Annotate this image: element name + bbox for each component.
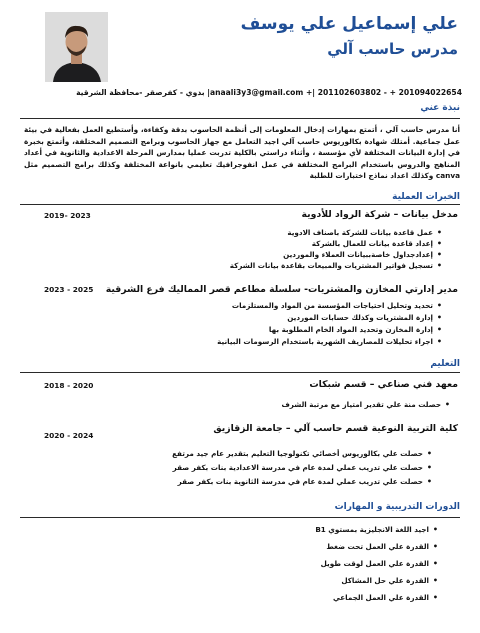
list-item: • القدرة علي حل المشاكل [315,576,438,585]
list-item: • إدارة المشتريات وكذلك حسابات الموردين [217,313,442,322]
profile-photo [45,12,108,82]
list-item: • تحديد وتحليل احتياجات المؤسسة من المواد والمستلزمات [217,301,442,310]
experience-heading: الخبرات العملية [392,192,460,202]
education-title-2: كلية التربية النوعية قسم حاسب آلي – جامعة الزقازيق [213,423,458,434]
list-item: • حصلت علي تدريب عملي لمدة عام في مدرسة الثانوية بنات بكفر صقر [172,477,432,486]
list-item: • إدارة المخازن وتحديد المواد الخام المطلوبة بها [217,325,442,334]
divider [20,118,460,119]
list-item: • حصلت علي تدريب عملي لمدة عام في مدرسة الاعدادية بنات بكفر صقر [172,463,432,472]
list-item: • القدرة علي العمل تحت ضغط [315,542,438,551]
education-date-2: 2020 - 2024 [44,431,94,440]
skills-list [315,525,438,602]
education-date-1: 2018 - 2020 [44,381,94,390]
job-bullets-2 [217,301,442,346]
job-title: مدرس حاسب آلي [327,40,458,58]
divider [20,372,460,373]
list-item: • اجيد اللغة الانجليزية بمستوي B1 [315,525,438,534]
summary-heading: نبذة عني [420,103,460,113]
education-heading: التعليم [430,359,460,369]
divider [20,204,460,205]
job-date-2: 2023 - 2025 [44,285,94,294]
list-item: • القدرة علي العمل الجماعي [315,593,438,602]
education-bullets-1 [281,400,450,409]
list-item: • اجراء تحليلات للمصاريف الشهرية باستخدام الرسومات البيانية [217,337,442,346]
person-name: علي إسماعيل علي يوسف [240,14,458,34]
job-title-2: مدير إدارتي المخازن والمشتريات- سلسلة مطاعم قصر المماليك فرع الشرقية [105,284,458,295]
list-item: • إعدادجداول خاصةببيانات العملاء والموردين [230,250,442,259]
job-title-1: مدخل بيانات – شركة الرواد للأدوية [301,209,458,220]
list-item: • تسجيل فواتير المشتريات والمبيعات بقاعدة بيانات الشركة [230,261,442,270]
courses-heading: الدورات التدريبية و المهارات [334,502,460,512]
list-item: • عمل قاعدة بيانات للشركة باصناف الادوية [230,228,442,237]
list-item: • حصلت منة علي تقدير امتياز مع مرتبة الشرف [281,400,450,409]
contact-line: 201094022654 + - 201102603802 |+ anaali3y3@gmail.com| بدوي - كفرصقر -محافظة الشرقية [76,88,462,97]
education-title-1: معهد فني صناعي – قسم شبكات [309,379,458,390]
summary-text: أنا مدرس حاسب آلي ، أتمتع بمهارات إدخال المعلومات إلى أنظمة الحاسوب بدقة وكفاءة، وأستطيع العمل بفعالية في بيئة عمل جماعية. أمتلك شهادة بكالوريوس حاسب آلي اجيد التعامل مع جهاز الحاسوب وبرامج التصميم المختلفة، وأتمتع بخبرة في إدارة البيانات المختلفة لأي مؤسسة ، وأثناء دراستي بالكلية تدربت عمليا بمدارس المرحلة الاعدادية والثانوية في أعداد المناهج والدروس باستخدام البرامج المختلفة في عمل انفوجرافيك تعليمي بانواعة المختلفة وكذلك برامج التصميم مثل canva وكذلك اعداد نماذج اختبارات للطلبة [24,125,460,181]
list-item: • القدرة علي العمل لوقت طويل [315,559,438,568]
list-item: • إعداد قاعدة بيانات للعمال بالشركة [230,239,442,248]
divider [20,517,460,518]
education-bullets-2 [172,449,432,486]
list-item: • حصلت علي بكالوريوس أخصائي تكنولوجيا التعليم بتقدير عام جيد مرتفع [172,449,432,458]
job-date-1: 2019- 2023 [44,211,91,220]
job-bullets-1 [230,228,442,270]
